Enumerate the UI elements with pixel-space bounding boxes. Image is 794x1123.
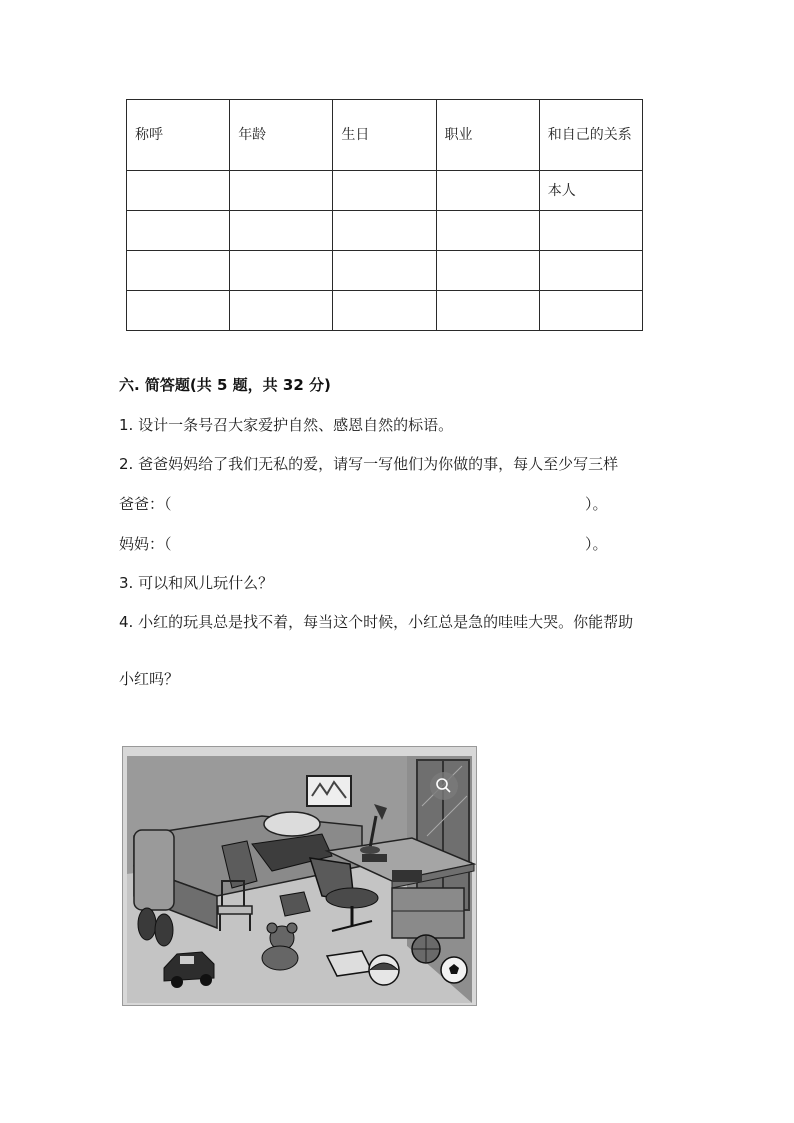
section-title: 六. 简答题(共 5 题，共 32 分): [119, 376, 331, 394]
header-cell-title: 称呼: [127, 100, 230, 171]
table-row: [127, 291, 643, 331]
header-cell-relation: 和自己的关系: [539, 100, 642, 171]
question-4-continued: 小红吗？: [119, 670, 180, 688]
table-row: [127, 251, 643, 291]
wall-picture: [307, 776, 351, 806]
table-row: [127, 211, 643, 251]
dad-label: 爸爸：（: [119, 495, 172, 513]
table-cell[interactable]: [127, 251, 230, 291]
table-cell[interactable]: [127, 291, 230, 331]
table-cell: 本人: [539, 171, 642, 211]
table-cell[interactable]: [539, 211, 642, 251]
question-4: 4. 小红的玩具总是找不着，每当这个时候，小红总是急的哇哇大哭。你能帮助: [119, 613, 634, 631]
dad-answer-row: [119, 493, 619, 514]
header-cell-birthday: 生日: [333, 100, 436, 171]
table-cell[interactable]: [230, 171, 333, 211]
table-cell[interactable]: [333, 251, 436, 291]
header-cell-job: 职业: [436, 100, 539, 171]
mom-answer-row: [119, 533, 619, 554]
table-cell[interactable]: [436, 211, 539, 251]
table-cell[interactable]: [436, 171, 539, 211]
table-cell[interactable]: [436, 251, 539, 291]
table-cell[interactable]: [436, 291, 539, 331]
table-cell[interactable]: [127, 211, 230, 251]
messy-room-illustration: [122, 746, 477, 1006]
table-cell[interactable]: [230, 211, 333, 251]
table-cell[interactable]: [230, 251, 333, 291]
question-3: 3. 可以和风儿玩什么？: [119, 574, 274, 592]
book: [280, 892, 310, 916]
family-info-table: [126, 99, 643, 331]
header-cell-age: 年龄: [230, 100, 333, 171]
table-cell[interactable]: [333, 211, 436, 251]
table-row: [127, 171, 643, 211]
mom-blank-close: ）。: [585, 535, 608, 553]
question-2: 2. 爸爸妈妈给了我们无私的爱，请写一写他们为你做的事，每人至少写三样: [119, 455, 619, 473]
table-cell[interactable]: [333, 171, 436, 211]
table-cell[interactable]: [539, 291, 642, 331]
table-header-row: [127, 100, 643, 171]
table-cell[interactable]: [539, 251, 642, 291]
dad-blank-close: ）。: [585, 495, 608, 513]
table-cell[interactable]: [230, 291, 333, 331]
zoom-icon[interactable]: [430, 772, 458, 800]
mom-label: 妈妈：（: [119, 535, 172, 553]
question-1: 1. 设计一条号召大家爱护自然、感恩自然的标语。: [119, 416, 454, 434]
table-cell[interactable]: [333, 291, 436, 331]
table-cell[interactable]: [127, 171, 230, 211]
